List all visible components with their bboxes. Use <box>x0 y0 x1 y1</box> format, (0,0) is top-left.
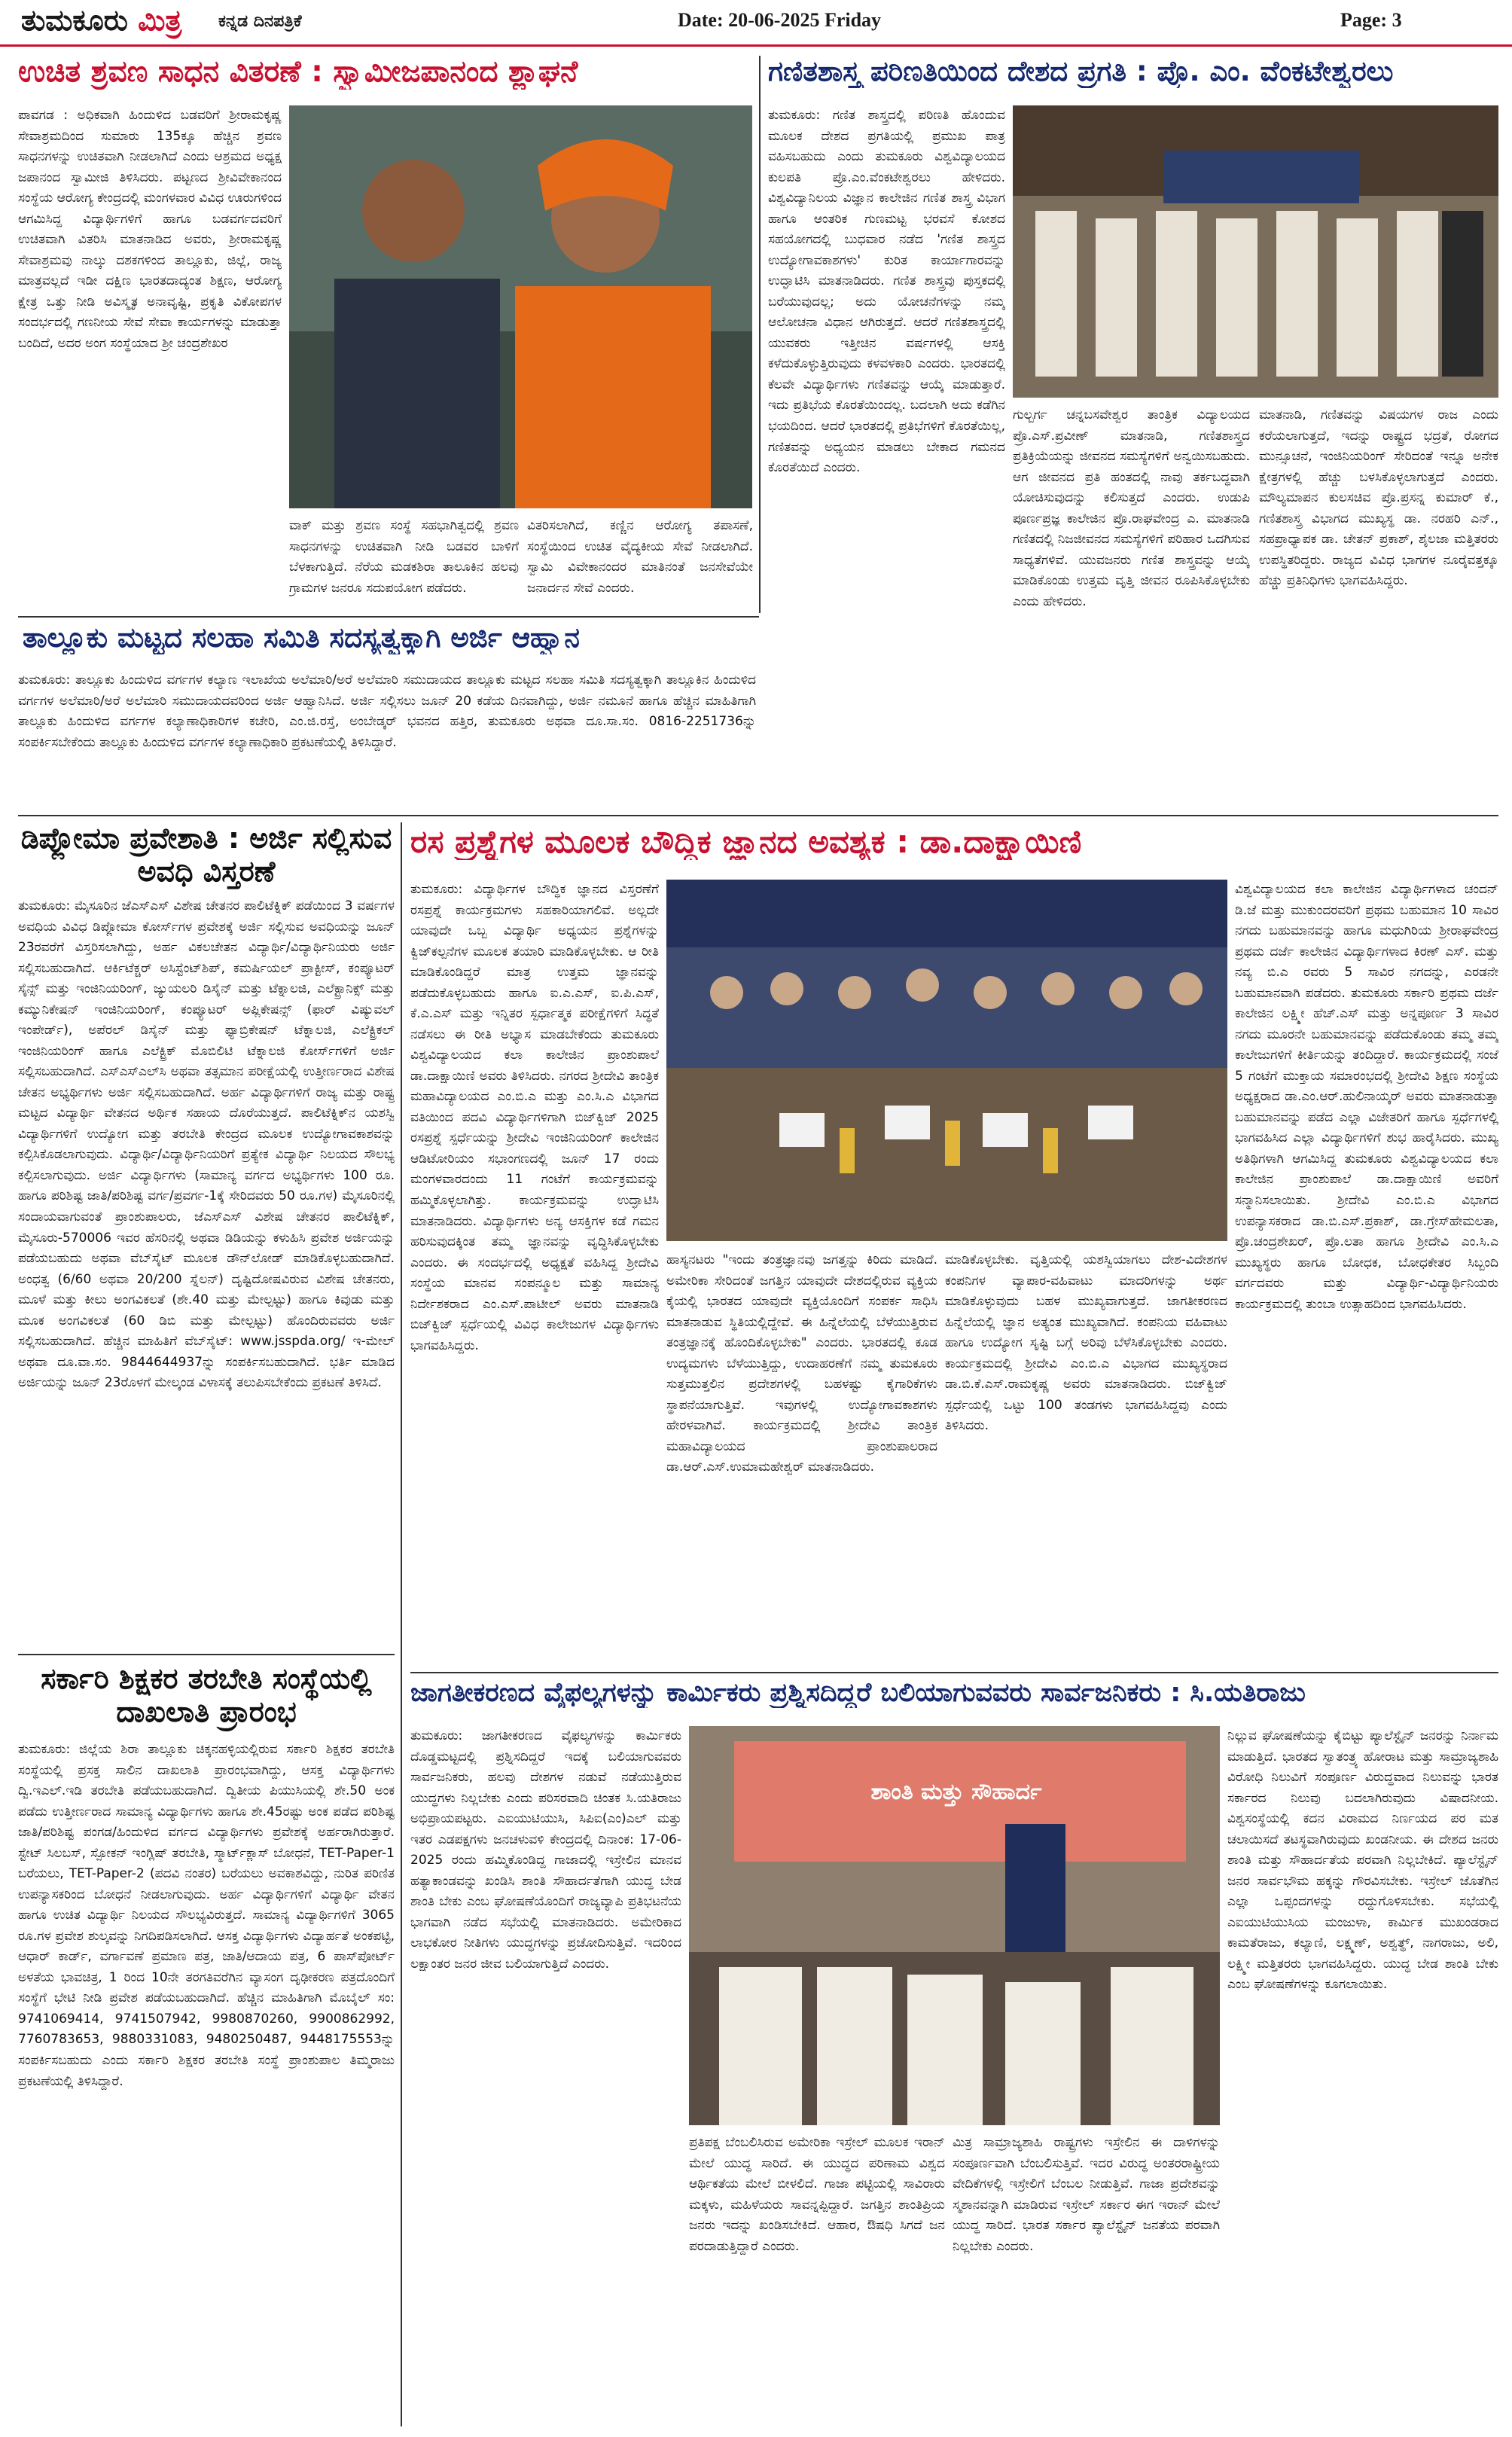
article-7-col-1: ತುಮಕೂರು: ಜಾಗತೀಕರಣದ ವೈಫಲ್ಯಗಳನ್ನು ಕಾರ್ಮಿಕರು ದೊಡ್ಡಮಟ್ಟದಲ್ಲಿ ಪ್ರಶ್ನಿಸದಿದ್ದರೆ ಇದಕ್ಕೆ ಬಲಿಯಾಗುವವರು ಸಾರ್ವಜನಿಕರು, ಹಲವು ದೇಶಗಳ ನಡುವೆ ನಡೆಯುತ್ತಿರುವ ಯುದ್ಧಗಳು ನಿಲ್ಲಬೇಕು ಎಂದು ಪರಿಸರವಾದಿ ಚಿಂತಕ ಸಿ.ಯತಿರಾಜು ಅಭಿಪ್ರಾಯಪಟ್ಟರು. ಎಐಯುಟಿಯುಸಿ, ಸಿಪಿಐ(ಎಂ)ಎಲ್ ಮತ್ತು ಇತರ ಎಡಪಕ್ಷಗಳು ಜನಚಳುವಳಿ ಕೇಂದ್ರದಲ್ಲಿ ದಿನಾಂಕ: 17-06-2025 ರಂದು ಹಮ್ಮಿಕೊಂಡಿದ್ದ ಗಾಜಾದಲ್ಲಿ ಇಸ್ರೇಲಿನ ಮಾನವ ಹತ್ಯಾಕಾಂಡವನ್ನು ಖಂಡಿಸಿ ಶಾಂತಿ ಸೌಹಾರ್ದತೆಗಾಗಿ ಯುದ್ಧ ಬೇಡ ಶಾಂತಿ ಬೇಕು ಎಂಬ ಘೋಷಣೆಯೊಂದಿಗೆ ರಾಜ್ಯವ್ಯಾಪಿ ಪ್ರತಿಭಟನೆಯ ಭಾಗವಾಗಿ ನಡೆದ ಸಭೆಯಲ್ಲಿ ಮಾತನಾಡಿದರು. ಅಮೇರಿಕಾದ ಲಾಭಕೋರ ನೀತಿಗಳು ಯುದ್ಧಗಳನ್ನು ಪ್ರಚೋದಿಸುತ್ತಿವೆ. ಇದರಿಂದ ಲಕ್ಷಾಂತರ ಜನರ ಜೀವ ಬಲಿಯಾಗುತ್ತಿದೆ ಎಂದರು. <box>410 1728 681 1972</box>
row-divider <box>410 1672 1498 1673</box>
row-divider <box>18 815 1498 816</box>
article-7-col-2: ಪ್ರತಿಪಕ್ಷ ಬೆಂಬಲಿಸಿರುವ ಅಮೇರಿಕಾ ಇಸ್ರೇಲ್ ಮೂಲಕ ಇರಾನ್ ಮೇಲೆ ಯುದ್ಧ ಸಾರಿದೆ. ಈ ಯುದ್ಧದ ಪರಿಣಾಮ ವಿಶ್ವದ ಆರ್ಥಿಕತೆಯ ಮೇಲೆ ಬೀಳಲಿದೆ. ಗಾಜಾ ಪಟ್ಟಿಯಲ್ಲಿ ಸಾವಿರಾರು ಮಕ್ಕಳು, ಮಹಿಳೆಯರು ಸಾವನ್ನಪ್ಪಿದ್ದಾರೆ. ಜಗತ್ತಿನ ಶಾಂತಿಪ್ರಿಯ ಜನರು ಇದನ್ನು ಖಂಡಿಸಬೇಕಿದೆ. ಆಹಾರ, ಔಷಧಿ ಸಿಗದೆ ಜನ ಪರದಾಡುತ್ತಿದ್ದಾರೆ ಎಂದರು. <box>689 2135 945 2254</box>
issue-date: Date: 20-06-2025 Friday <box>678 9 882 31</box>
row-divider <box>18 1654 395 1655</box>
article-3-body: ತುಮಕೂರು: ತಾಲ್ಲೂಕು ಹಿಂದುಳಿದ ವರ್ಗಗಳ ಕಲ್ಯಾಣ ಇಲಾಖೆಯ ಅಲೆಮಾರಿ/ಅರೆ ಅಲೆಮಾರಿ ಸಮುದಾಯದ ತಾಲ್ಲೂಕು ಮಟ್ಟದ ಸಲಹಾ ಸಮಿತಿ ಸದಸ್ಯತ್ವಕ್ಕಾಗಿ ತಾಲ್ಲೂಕಿನ ಹಿಂದುಳಿದ ವರ್ಗಗಳ ಅಲೆಮಾರಿ/ಅರೆ ಅಲೆಮಾರಿ ಸಮುದಾಯದವರಿಂದ ಅರ್ಜಿ ಆಹ್ವಾನಿಸಿದೆ. ಅರ್ಜಿ ಸಲ್ಲಿಸಲು ಜೂನ್ 20 ಕಡೆಯ ದಿನವಾಗಿದ್ದು, ಅರ್ಜಿ ನಮೂನೆ ಹಾಗೂ ಹೆಚ್ಚಿನ ಮಾಹಿತಿಗಾಗಿ ತಾಲ್ಲೂಕು ಹಿಂದುಳಿದ ವರ್ಗಗಳ ಕಲ್ಯಾಣಾಧಿಕಾರಿಗಳ ಕಚೇರಿ, ಎಂ.ಜಿ.ರಸ್ತೆ, ಅಂಬೇಡ್ಕರ್ ಭವನದ ಹತ್ತಿರ, ತುಮಕೂರು ಅಥವಾ ದೂ.ಸಾ.ಸಂ. 0816-2251736ನ್ನು ಸಂಪರ್ಕಿಸಬೇಕೆಂದು ತಾಲ್ಲೂಕು ಹಿಂದುಳಿದ ವರ್ಗಗಳ ಕಲ್ಯಾಣಾಧಿಕಾರಿ ಪ್ರಕಟಣೆಯಲ್ಲಿ ತಿಳಿಸಿದ್ದಾರೆ. <box>18 673 756 750</box>
article-7-headline: ಜಾಗತೀಕರಣದ ವೈಫಲ್ಯಗಳನ್ನು ಕಾರ್ಮಿಕರು ಪ್ರಶ್ನಿಸದಿದ್ದರೆ ಬಲಿಯಾಗುವವರು ಸಾರ್ವಜನಿಕರು : ಸಿ.ಯತಿರಾಜು <box>410 1678 1306 1708</box>
logo-text: ತುಮಕೂರು <box>21 3 139 37</box>
article-1-col-3: ವಿತರಿಸಲಾಗಿದೆ, ಕಣ್ಣಿನ ಆರೋಗ್ಯ ತಪಾಸಣೆ, ಸಂಸ್ಥೆಯಿಂದ ಉಚಿತ ವೈದ್ಯಕೀಯ ಸೇವೆ ನೀಡಲಾಗಿದೆ. ಸ್ವಾಮಿ ವಿವೇಕಾನಂದರ ಮಾತಿನಂತೆ ಜನಸೇವೆಯೇ ಜನಾರ್ದನ ಸೇವೆ ಎಂದರು. <box>527 518 753 596</box>
newspaper-subtitle: ಕನ್ನಡ ದಿನಪತ್ರಿಕೆ <box>218 12 302 31</box>
article-1-col-1: ಪಾವಗಡ : ಅಧಿಕವಾಗಿ ಹಿಂದುಳಿದ ಬಡವರಿಗೆ ಶ್ರೀರಾಮಕೃಷ್ಣ ಸೇವಾಶ್ರಮದಿಂದ ಸುಮಾರು 135ಕ್ಕೂ ಹೆಚ್ಚಿನ ಶ್ರವಣ ಸಾಧನಗಳನ್ನು ಉಚಿತವಾಗಿ ನೀಡಲಾಗಿದೆ ಎಂದು ಆಶ್ರಮದ ಅಧ್ಯಕ್ಷ ಜಪಾನಂದ ಸ್ವಾಮೀಜಿ ತಿಳಿಸಿದರು. ಪಟ್ಟಣದ ಶ್ರೀವಿವೇಕಾನಂದ ಸಂಸ್ಥೆಯ ಆರೋಗ್ಯ ಕೇಂದ್ರದಲ್ಲಿ ಮಂಗಳವಾರ ವಿವಿಧ ಊರುಗಳಿಂದ ಆಗಮಿಸಿದ್ದ ವಿದ್ಯಾರ್ಥಿಗಳಿಗೆ ಹಾಗೂ ಬಡವರ್ಗದವರಿಗೆ ಉಚಿತವಾಗಿ ವಿತರಿಸಿ ಮಾತನಾಡಿದ ಅವರು, ಶ್ರೀರಾಮಕೃಷ್ಣ ಸೇವಾಶ್ರಮವು ನಾಲ್ಕು ದಶಕಗಳಿಂದ ತಾಲ್ಲೂಕು, ಜಿಲ್ಲೆ, ರಾಜ್ಯ ಮಾತ್ರವಲ್ಲದೆ ಇಡೀ ದಕ್ಷಿಣ ಭಾರತದಾದ್ಯಂತ ಶಿಕ್ಷಣ, ಆರೋಗ್ಯ ಕ್ಷೇತ್ರ ಒತ್ತು ನೀಡಿ ಅವಿಸ್ಮೃತ ಅನಾವೃಷ್ಟಿ, ಪ್ರಕೃತಿ ವಿಕೋಪಗಳ ಸಂದರ್ಭದಲ್ಲಿ ಗಣನೀಯ ಸೇವೆ ಸೇವಾ ಕಾರ್ಯಗಳನ್ನು ಮಾಡುತ್ತಾ ಬಂದಿದೆ, ಅದರ ಅಂಗ ಸಂಸ್ಥೆಯಾದ ಶ್ರೀ ಚಂದ್ರಶೇಖರ <box>18 108 282 351</box>
article-6-photo <box>666 880 1227 1241</box>
article-6-col-4: ವಿಶ್ವವಿದ್ಯಾಲಯದ ಕಲಾ ಕಾಲೇಜಿನ ವಿದ್ಯಾರ್ಥಿಗಳಾದ ಚಂದನ್ ಡಿ.ಜೆ ಮತ್ತು ಮುಕುಂದರವರಿಗೆ ಪ್ರಥಮ ಬಹುಮಾನ 10 ಸಾವಿರ ನಗದು ಬಹುಮಾನವನ್ನು ಹಾಗೂ ಮಧುಗಿರಿಯ ಶ್ರೀರಾಘವೇಂದ್ರ ಪ್ರಥಮ ದರ್ಜೆ ಕಾಲೇಜಿನ ವಿದ್ಯಾರ್ಥಿಗಳಾದ ಕಿರಣ್ ಎಸ್. ಮತ್ತು ನವ್ಯ ಬಿ.ಎ ರವರು 5 ಸಾವಿರ ನಗದನ್ನು, ಎರಡನೇ ಬಹುಮಾನವಾಗಿ ಪಡೆದರು. ತುಮಕೂರು ಸರ್ಕಾರಿ ಪ್ರಥಮ ದರ್ಜೆ ಕಾಲೇಜಿನ ಲಕ್ಷ್ಮೀ ಹೆಚ್.ಎಸ್ ಮತ್ತು ಅನ್ನಪೂರ್ಣ 3 ಸಾವಿರ ನಗದು ಮೂರನೇ ಬಹುಮಾನವನ್ನು ಪಡೆದುಕೊಂಡು ತಮ್ಮ ತಮ್ಮ ಕಾಲೇಜುಗಳಿಗೆ ಕೀರ್ತಿಯನ್ನು ತಂದಿದ್ದಾರೆ. ಕಾರ್ಯಕ್ರಮದಲ್ಲಿ ಸಂಜೆ 5 ಗಂಟೆಗೆ ಮುಕ್ತಾಯ ಸಮಾರಂಭದಲ್ಲಿ ಶ್ರೀದೇವಿ ಶಿಕ್ಷಣ ಸಂಸ್ಥೆಯ ಅಧ್ಯಕ್ಷರಾದ ಡಾ.ಎಂ.ಆರ್.ಹುಲಿನಾಯ್ಕರ್ ಅವರು ಮಾತನಾಡುತ್ತಾ ಬಹುಮಾನವನ್ನು ಪಡೆದ ಎಲ್ಲಾ ವಿಜೇತರಿಗೆ ಹಾಗೂ ಸ್ಪರ್ಧೆಗಳಲ್ಲಿ ಭಾಗವಹಿಸಿದ ಎಲ್ಲಾ ವಿದ್ಯಾರ್ಥಿಗಳಿಗೆ ಶುಭ ಹಾರೈಸಿದರು. ಮುಖ್ಯ ಅತಿಥಿಗಳಾಗಿ ಆಗಮಿಸಿದ್ದ ತುಮಕೂರು ವಿಶ್ವವಿದ್ಯಾಲಯದ ಕಲಾ ಕಾಲೇಜಿನ ಪ್ರಾಂಶುಪಾಲೆ ಡಾ.ದಾಕ್ಷಾಯಿಣಿ ಅವರಿಗೆ ಸನ್ಮಾನಿಸಲಾಯಿತು. ಶ್ರೀದೇವಿ ಎಂ.ಬಿ.ಎ ವಿಭಾಗದ ಉಪನ್ಯಾಸಕರಾದ ಡಾ.ಬಿ.ಎಸ್.ಪ್ರಕಾಶ್, ಡಾ.ಗ್ರೇಸ್‌ಹೇಮಲತಾ, ಪ್ರೊ.ಚಂದ್ರಶೇಖರ್, ಪ್ರೊ.ಲತಾ ಹಾಗೂ ಶ್ರೀದೇವಿ ಎಂ.ಸಿ.ಎ ಮುಖ್ಯಸ್ಥರು ಹಾಗೂ ಬೋಧಕ, ಬೋಧಕೇತರ ಸಿಬ್ಬಂದಿ ವರ್ಗದವರು ಮತ್ತು ವಿದ್ಯಾರ್ಥಿ-ವಿದ್ಯಾರ್ಥಿನಿಯರು ಕಾರ್ಯಕ್ರಮದಲ್ಲಿ ತುಂಬಾ ಉತ್ಸಾಹದಿಂದ ಭಾಗವಹಿಸಿದರು. <box>1235 882 1498 1312</box>
article-7-col-3: ಮಿತ್ರ ಸಾಮ್ರಾಜ್ಯಶಾಹಿ ರಾಷ್ಟ್ರಗಳು ಇಸ್ರೇಲಿನ ಈ ದಾಳಿಗಳನ್ನು ಸಂಪೂರ್ಣವಾಗಿ ಬೆಂಬಲಿಸುತ್ತಿವೆ. ಇದರ ವಿರುದ್ಧ ಅಂತರರಾಷ್ಟ್ರೀಯ ವೇದಿಕೆಗಳಲ್ಲಿ ಇಸ್ರೇಲಿಗೆ ಬೆಂಬಲ ನೀಡುತ್ತಿವೆ. ಗಾಜಾ ಪ್ರದೇಶವನ್ನು ಸ್ಮಶಾನವನ್ನಾಗಿ ಮಾಡಿರುವ ಇಸ್ರೇಲ್ ಸರ್ಕಾರ ಈಗ ಇರಾನ್ ಮೇಲೆ ಯುದ್ಧ ಸಾರಿದೆ. ಭಾರತ ಸರ್ಕಾರ ಪ್ಯಾಲೆಸ್ಟೈನ್ ಜನತೆಯ ಪರವಾಗಿ ನಿಲ್ಲಬೇಕು ಎಂದರು. <box>953 2135 1220 2254</box>
logo-text-red: ಮಿತ್ರ <box>138 3 182 37</box>
newspaper-logo <box>21 3 181 38</box>
article-7-photo <box>689 1726 1220 2125</box>
page-number: Page: 3 <box>1340 9 1402 31</box>
article-2-col-3: ಮಾತನಾಡಿ, ಗಣಿತವನ್ನು ವಿಷಯಗಳ ರಾಜ ಎಂದು ಕರೆಯಲಾಗುತ್ತದೆ, ಇದನ್ನು ರಾಷ್ಟ್ರದ ಭದ್ರತೆ, ರೋಗದ ಮುನ್ಸೂಚನೆ, ಇಂಜಿನಿಯರಿಂಗ್ ಸೇರಿದಂತೆ ಇನ್ನೂ ಅನೇಕ ಕ್ಷೇತ್ರಗಳಲ್ಲಿ ಹೆಚ್ಚು ಬಳಸಿಕೊಳ್ಳಲಾಗುತ್ತದೆ ಎಂದರು. ಮೌಲ್ಯಮಾಪನ ಕುಲಸಚಿವ ಪ್ರೊ.ಪ್ರಸನ್ನ ಕುಮಾರ್ ಕೆ., ಗಣಿತಶಾಸ್ತ್ರ ವಿಭಾಗದ ಮುಖ್ಯಸ್ಥ ಡಾ. ನರಹರಿ ಎನ್., ಸಹಪ್ರಾಧ್ಯಾಪಕ ಡಾ. ಚೇತನ್ ಪ್ರಕಾಶ್, ಶೈಲಜಾ ಮತ್ತಿತರರು ಉಪಸ್ಥಿತರಿದ್ದರು. ರಾಜ್ಯದ ವಿವಿಧ ಭಾಗಗಳ ನೂರೈವತ್ತಕ್ಕೂ ಹೆಚ್ಚು ಪ್ರತಿನಿಧಿಗಳು ಭಾಗವಹಿಸಿದ್ದರು. <box>1259 407 1498 589</box>
article-6-col-3: ಮಾಡಿಕೊಳ್ಳಬೇಕು. ವೃತ್ತಿಯಲ್ಲಿ ಯಶಸ್ವಿಯಾಗಲು ದೇಶ-ವಿದೇಶಗಳ ಕಂಪನಿಗಳ ವ್ಯಾಪಾರ-ವಹಿವಾಟು ಮಾದರಿಗಳನ್ನು ಅರ್ಥ ಮಾಡಿಕೊಳ್ಳುವುದು ಬಹಳ ಮುಖ್ಯವಾಗುತ್ತದೆ. ಜಾಗತೀಕರಣದ ಹಿನ್ನೆಲೆಯಲ್ಲಿ ಜ್ಞಾನ ಅತ್ಯಂತ ಮುಖ್ಯವಾಗಿದೆ. ಕಂಪನಿಯ ವಹಿವಾಟು ಹಾಗೂ ಉದ್ಯೋಗ ಸೃಷ್ಟಿ ಬಗ್ಗೆ ಅರಿವು ಬೆಳೆಸಿಕೊಳ್ಳಬೇಕು ಎಂದರು. ಕಾರ್ಯಕ್ರಮದಲ್ಲಿ ಶ್ರೀದೇವಿ ಎಂ.ಬಿ.ಎ ವಿಭಾಗದ ಮುಖ್ಯಸ್ಥರಾದ ಡಾ.ಬಿ.ಕೆ.ಎಸ್.ರಾಮಕೃಷ್ಣ ಅವರು ಮಾತನಾಡಿದರು. ಬಿಜ್‌ಕ್ವಿಜ್ ಸ್ಪರ್ಧೆಯಲ್ಲಿ ಒಟ್ಟು 100 ತಂಡಗಳು ಭಾಗವಹಿಸಿದ್ದವು ಎಂದು ತಿಳಿಸಿದರು. <box>945 1252 1227 1434</box>
row-divider <box>18 616 759 618</box>
article-2-col-1: ತುಮಕೂರು: ಗಣಿತ ಶಾಸ್ತ್ರದಲ್ಲಿ ಪರಿಣತಿ ಹೊಂದುವ ಮೂಲಕ ದೇಶದ ಪ್ರಗತಿಯಲ್ಲಿ ಪ್ರಮುಖ ಪಾತ್ರ ವಹಿಸಬಹುದು ಎಂದು ತುಮಕೂರು ವಿಶ್ವವಿದ್ಯಾಲಯದ ಕುಲಪತಿ ಪ್ರೊ.ಎಂ.ವೆಂಕಟೇಶ್ವರಲು ಹೇಳಿದರು. ವಿಶ್ವವಿದ್ಯಾನಿಲಯ ವಿಜ್ಞಾನ ಕಾಲೇಜಿನ ಗಣಿತ ಶಾಸ್ತ್ರ ವಿಭಾಗ ಹಾಗೂ ಆಂತರಿಕ ಗುಣಮಟ್ಟ ಭರವಸೆ ಕೋಶದ ಸಹಯೋಗದಲ್ಲಿ ಬುಧವಾರ ನಡೆದ 'ಗಣಿತ ಶಾಸ್ತ್ರದ ಉದ್ಯೋಗಾವಕಾಶಗಳು' ಕುರಿತ ಕಾರ್ಯಾಗಾರವನ್ನು ಉದ್ಘಾಟಿಸಿ ಮಾತನಾಡಿದರು. ಗಣಿತ ಶಾಸ್ತ್ರವು ಪುಸ್ತಕದಲ್ಲಿ ಬರೆಯುವುದಲ್ಲ; ಅದು ಯೋಚನೆಗಳನ್ನು ನಮ್ಮ ಆಲೋಚನಾ ವಿಧಾನ ಆಗಿರುತ್ತದೆ. ಆದರೆ ಗಣಿತಶಾಸ್ತ್ರದಲ್ಲಿ ಯುವಕರು ಇತ್ತೀಚಿನ ವರ್ಷಗಳಲ್ಲಿ ಆಸಕ್ತಿ ಕಳೆದುಕೊಳ್ಳುತ್ತಿರುವುದು ಕಳವಳಕಾರಿ ಎಂದರು. ಭಾರತದಲ್ಲಿ ಕೆಲವೇ ವಿದ್ಯಾರ್ಥಿಗಳು ಗಣಿತವನ್ನು ಆಯ್ಕೆ ಮಾಡುತ್ತಾರೆ. ಇದು ಪ್ರತಿಭೆಯ ಕೊರತೆಯಿಂದಲ್ಲ. ಬದಲಾಗಿ ಅದು ಕಡೆಗಿನ ಭಯದಿಂದ. ಆದರೆ ಭಾರತದಲ್ಲಿ ಪ್ರತಿಭೆಗಳಿಗೆ ಕೊರತೆಯಿಲ್ಲ, ಗಣಿತವನ್ನು ಅಧ್ಯಯನ ಮಾಡಲು ಬೇಕಾದ ಗಮನದ ಕೊರತೆಯಿದೆ ಎಂದರು. <box>768 108 1005 476</box>
article-2-photo <box>1013 105 1498 398</box>
article-6-headline: ರಸ ಪ್ರಶ್ನೆಗಳ ಮೂಲಕ ಬೌದ್ಧಿಕ ಜ್ಞಾನದ ಅವಶ್ಯಕ : ಡಾ.ದಾಕ್ಷಾಯಿಣಿ <box>410 824 1082 860</box>
article-7-col-4: ನಿಲ್ಲುವ ಘೋಷಣೆಯನ್ನು ಕೈಬಿಟ್ಟು ಪ್ಯಾಲೆಸ್ಟೈನ್ ಜನರನ್ನು ನಿರ್ನಾಮ ಮಾಡುತ್ತಿದೆ. ಭಾರತದ ಸ್ವಾತಂತ್ರ್ಯ ಹೋರಾಟ ಮತ್ತು ಸಾಮ್ರಾಜ್ಯಶಾಹಿ ವಿರೋಧಿ ನಿಲುವಿಗೆ ಸಂಪೂರ್ಣ ವಿರುದ್ಧವಾದ ನಿಲುವನ್ನು ಭಾರತ ಸರ್ಕಾರದ ನಿಲುವು ಬದಲಾಗಿರುವುದು ವಿಷಾದನೀಯ. ವಿಶ್ವಸಂಸ್ಥೆಯಲ್ಲಿ ಕದನ ವಿರಾಮದ ನಿರ್ಣಯದ ಪರ ಮತ ಚಲಾಯಿಸದೆ ತಟಸ್ಥವಾಗಿರುವುದು ಖಂಡನೀಯ. ಈ ದೇಶದ ಜನರು ಶಾಂತಿ ಮತ್ತು ಸೌಹಾರ್ದತೆಯ ಪರವಾಗಿ ನಿಲ್ಲಬೇಕಿದೆ. ಪ್ಯಾಲೆಸ್ಟೈನ್ ಜನರ ಸಾರ್ವಭೌಮ ಹಕ್ಕನ್ನು ಗೌರವಿಸಬೇಕು. ಇಸ್ರೇಲ್ ಜೊತೆಗಿನ ಎಲ್ಲಾ ಒಪ್ಪಂದಗಳನ್ನು ರದ್ದುಗೊಳಿಸಬೇಕು. ಸಭೆಯಲ್ಲಿ ಎಐಯುಟಿಯುಸಿಯ ಮಂಜುಳಾ, ಕಾರ್ಮಿಕ ಮುಖಂಡರಾದ ಕಾಮತೆರಾಜು, ಕಲ್ಯಾಣಿ, ಲಕ್ಷ್ಮಣ್, ಅಶ್ವತ್ಥ್, ನಾಗರಾಜು, ಅಲಿ, ಲಕ್ಷ್ಮೀ ಮತ್ತಿತರರು ಭಾಗವಹಿಸಿದ್ದರು. ಯುದ್ಧ ಬೇಡ ಶಾಂತಿ ಬೇಕು ಎಂಬ ಘೋಷಣೆಗಳನ್ನು ಕೂಗಲಾಯಿತು. <box>1227 1728 1498 1993</box>
article-2-col-2: ಗುಲ್ಬರ್ಗ ಚನ್ನಬಸವೇಶ್ವರ ತಾಂತ್ರಿಕ ವಿದ್ಯಾಲಯದ ಪ್ರೊ.ಎಸ್.ಪ್ರವೀಣ್ ಮಾತನಾಡಿ, ಗಣಿತಶಾಸ್ತ್ರದ ಪ್ರತಿಕ್ರಿಯೆಯನ್ನು ಜೀವನದ ಸಮಸ್ಯೆಗಳಿಗೆ ಅನ್ವಯಿಸಬಹುದು. ಆಗ ಜೀವನದ ಪ್ರತಿ ಹಂತದಲ್ಲಿ ನಾವು ತರ್ಕಬದ್ಧವಾಗಿ ಯೋಚಿಸುವುದನ್ನು ಕಲಿಸುತ್ತದೆ ಎಂದರು. ಉಡುಪಿ ಪೂರ್ಣಪ್ರಜ್ಞ ಕಾಲೇಜಿನ ಪ್ರೊ.ರಾಘವೇಂದ್ರ ಎ. ಮಾತನಾಡಿ ಗಣಿತದಲ್ಲಿ ನಿಜಜೀವನದ ಸಮಸ್ಯೆಗಳಿಗೆ ಪರಿಹಾರ ಒದಗಿಸುವ ಸಾಧ್ಯತೆಗಳಿವೆ. ಯುವಜನರು ಗಣಿತ ಶಾಸ್ತ್ರವನ್ನು ಆಯ್ಕೆ ಮಾಡಿಕೊಂಡು ಉತ್ತಮ ವೃತ್ತಿ ಜೀವನ ರೂಪಿಸಿಕೊಳ್ಳಬೇಕು ಎಂದು ಹೇಳಿದರು. <box>1013 407 1250 609</box>
column-divider <box>401 822 402 2426</box>
article-5-body: ತುಮಕೂರು: ಜಿಲ್ಲೆಯ ಶಿರಾ ತಾಲ್ಲೂಕು ಚಿಕ್ಕನಹಳ್ಳಿಯಲ್ಲಿರುವ ಸರ್ಕಾರಿ ಶಿಕ್ಷಕರ ತರಬೇತಿ ಸಂಸ್ಥೆಯಲ್ಲಿ ಪ್ರಸಕ್ತ ಸಾಲಿನ ದಾಖಲಾತಿ ಪ್ರಾರಂಭವಾಗಿದ್ದು, ಆಸಕ್ತ ವಿದ್ಯಾರ್ಥಿಗಳು ದ್ವಿ.ಇಎಲ್.ಇಡಿ ತರಬೇತಿ ಪಡೆಯಬಹುದಾಗಿದೆ. ದ್ವಿತೀಯ ಪಿಯುಸಿಯಲ್ಲಿ ಶೇ.50 ಅಂಕ ಪಡೆದು ಉತ್ತೀರ್ಣರಾದ ಸಾಮಾನ್ಯ ವಿದ್ಯಾರ್ಥಿಗಳು ಹಾಗೂ ಶೇ.45ರಷ್ಟು ಅಂಕ ಪಡೆದ ಪರಿಶಿಷ್ಟ ಜಾತಿ/ಪರಿಶಿಷ್ಟ ಪಂಗಡ/ಹಿಂದುಳಿದ ವರ್ಗದ ವಿದ್ಯಾರ್ಥಿಗಳು ಪ್ರವೇಶಕ್ಕೆ ಅರ್ಹರಾಗಿರುತ್ತಾರೆ. ಸ್ಟೇಟ್ ಸಿಲಬಸ್, ಸ್ಪೋಕನ್ ಇಂಗ್ಲಿಷ್ ತರಬೇತಿ, ಸ್ಮಾರ್ಟ್‌ಕ್ಲಾಸ್ ಬೋಧನೆ, TET-Paper-1 ಬರೆಯಲು, TET-Paper-2 (ಪದವಿ ನಂತರ) ಬರೆಯಲು ಅವಕಾಶವಿದ್ದು, ನುರಿತ ಪರಿಣಿತ ಉಪನ್ಯಾಸಕರಿಂದ ಬೋಧನೆ ನೀಡಲಾಗುವುದು. ಅರ್ಹ ವಿದ್ಯಾರ್ಥಿಗಳಿಗೆ ವಿದ್ಯಾರ್ಥಿ ವೇತನ ಹಾಗೂ ಉಚಿತ ವಿದ್ಯಾರ್ಥಿ ನಿಲಯದ ಸೌಲಭ್ಯವಿರುತ್ತದೆ. ಸಾಮಾನ್ಯ ವಿದ್ಯಾರ್ಥಿಗಳಿಗೆ 3065 ರೂ.ಗಳ ಪ್ರವೇಶ ಶುಲ್ಕವನ್ನು ನಿಗದಿಪಡಿಸಲಾಗಿದೆ. ಆಸಕ್ತ ವಿದ್ಯಾರ್ಥಿಗಳು ವಿದ್ಯಾರ್ಹತೆ ಅಂಕಪಟ್ಟಿ, ಆಧಾರ್ ಕಾರ್ಡ್, ವರ್ಗಾವಣೆ ಪ್ರಮಾಣ ಪತ್ರ, ಜಾತಿ/ಆದಾಯ ಪತ್ರ, 6 ಪಾಸ್‌ಪೋರ್ಟ್ ಅಳತೆಯ ಭಾವಚಿತ್ರ, 1 ರಿಂದ 10ನೇ ತರಗತಿವರೆಗಿನ ವ್ಯಾಸಂಗ ದೃಢೀಕರಣ ಪತ್ರದೊಂದಿಗೆ ಸಂಸ್ಥೆಗೆ ಭೇಟಿ ನೀಡಿ ಪ್ರವೇಶ ಪಡೆಯಬಹುದಾಗಿದೆ. ಹೆಚ್ಚಿನ ಮಾಹಿತಿಗಾಗಿ ಮೊಬೈಲ್ ಸಂ: 9741069414, 9741507942, 9980870260, 9900862992, 7760783653, 9880331083, 9480250487, 9448175553ನ್ನು ಸಂಪರ್ಕಿಸಬಹುದು ಎಂದು ಸರ್ಕಾರಿ ಶಿಕ್ಷಕರ ತರಬೇತಿ ಸಂಸ್ಥೆ ಪ್ರಾಂಶುಪಾಲ ತಿಮ್ಮರಾಜು ಪ್ರಕಟಣೆಯಲ್ಲಿ ತಿಳಿಸಿದ್ದಾರೆ. <box>18 1742 395 2089</box>
column-divider <box>759 56 761 613</box>
photo-banner-text: ಶಾಂತಿ ಮತ್ತು ಸೌಹಾರ್ದ <box>870 1779 1042 1805</box>
article-5-headline: ಸರ್ಕಾರಿ ಶಿಕ್ಷಕರ ತರಬೇತಿ ಸಂಸ್ಥೆಯಲ್ಲಿ ದಾಖಲಾತಿ ಪ್ರಾರಂಭ <box>41 1662 372 1728</box>
article-1-photo <box>289 105 752 508</box>
article-2-headline: ಗಣಿತಶಾಸ್ತ್ರ ಪರಿಣತಿಯಿಂದ ದೇಶದ ಪ್ರಗತಿ : ಪ್ರೊ. ಎಂ. ವೆಂಕಟೇಶ್ವರಲು <box>768 56 1394 87</box>
article-3-headline: ತಾಲ್ಲೂಕು ಮಟ್ಟದ ಸಲಹಾ ಸಮಿತಿ ಸದಸ್ಯತ್ವಕ್ಕಾಗಿ ಅರ್ಜಿ ಆಹ್ವಾನ <box>23 622 580 654</box>
article-1-col-2: ವಾಕ್ ಮತ್ತು ಶ್ರವಣ ಸಂಸ್ಥೆ ಸಹಭಾಗಿತ್ವದಲ್ಲಿ ಶ್ರವಣ ಸಾಧನಗಳನ್ನು ಉಚಿತವಾಗಿ ನೀಡಿ ಬಡವರ ಬಾಳಿಗೆ ಬೆಳಕಾಗುತ್ತಿದೆ. ನೆರೆಯ ಮಡಕಶಿರಾ ತಾಲೂಕಿನ ಹಲವು ಗ್ರಾಮಗಳ ಜನರೂ ಸದುಪಯೋಗ ಪಡೆದರು. <box>289 518 519 596</box>
masthead <box>0 0 1512 47</box>
article-4-body: ತುಮಕೂರು: ಮೈಸೂರಿನ ಜೆಎಸ್‌ಎಸ್ ವಿಶೇಷ ಚೇತನರ ಪಾಲಿಟೆಕ್ನಿಕ್ ಪಡೆಯಿಂದ 3 ವರ್ಷಗಳ ಅವಧಿಯ ವಿವಿಧ ಡಿಪ್ಲೋಮಾ ಕೋರ್ಸ್‌ಗಳ ಪ್ರವೇಶಕ್ಕೆ ಅರ್ಜಿ ಸಲ್ಲಿಸುವ ಅವಧಿಯನ್ನು ಜೂನ್ 23ರವರೆಗೆ ವಿಸ್ತರಿಸಲಾಗಿದ್ದು, ಅರ್ಹ ವಿಕಲಚೇತನ ವಿದ್ಯಾರ್ಥಿ/ವಿದ್ಯಾರ್ಥಿನಿಯರು ಅರ್ಜಿ ಸಲ್ಲಿಸಬಹುದಾಗಿದೆ. ಆರ್ಕಿಟೆಕ್ಚರ್ ಅಸಿಸ್ಟೆಂಟ್‌ಶಿಪ್, ಕಮರ್ಷಿಯಲ್ ಪ್ರಾಕ್ಟೀಸ್, ಕಂಪ್ಯೂಟರ್ ಸೈನ್ಸ್ ಮತ್ತು ಇಂಜಿನಿಯರಿಂಗ್, ಜ್ಯುಯಲರಿ ಡಿಸೈನ್ ಮತ್ತು ಟೆಕ್ನಾಲಜಿ, ಎಲೆಕ್ಟ್ರಾನಿಕ್ಸ್ ಮತ್ತು ಕಮ್ಯುನಿಕೇಷನ್ ಇಂಜಿನಿಯರಿಂಗ್, ಕಂಪ್ಯೂಟರ್ ಅಪ್ಲಿಕೇಷನ್ಸ್ (ಫಾರ್ ವಿಷ್ಯುವಲ್ ಇಂಪೇರ್ಡ್), ಅಪೆರಲ್ ಡಿಸೈನ್ ಮತ್ತು ಫ್ಯಾಬ್ರಿಕೇಷನ್ ಟೆಕ್ನಾಲಜಿ, ಎಲೆಕ್ಟ್ರಿಕಲ್ ಇಂಜಿನಿಯರಿಂಗ್ ಹಾಗೂ ಎಲೆಕ್ಟ್ರಿಕ್ ಮೊಬಿಲಿಟಿ ಟೆಕ್ನಾಲಜಿ ಕೋರ್ಸ್‌ಗಳಿಗೆ ಅರ್ಜಿ ಸಲ್ಲಿಸಬಹುದಾಗಿದೆ. ಎಸ್‌ಎಸ್‌ಎಲ್‌ಸಿ ಅಥವಾ ತತ್ಸಮಾನ ಪರೀಕ್ಷೆಯಲ್ಲಿ ಉತ್ತೀರ್ಣರಾದ ವಿಶೇಷ ಚೇತನ ಅಭ್ಯರ್ಥಿಗಳು ಅರ್ಜಿ ಸಲ್ಲಿಸಬಹುದಾಗಿದೆ. ಅರ್ಹ ವಿದ್ಯಾರ್ಥಿಗಳಿಗೆ ರಾಜ್ಯ ಮತ್ತು ರಾಷ್ಟ್ರ ಮಟ್ಟದ ವಿದ್ಯಾರ್ಥಿ ವೇತನದ ಅರ್ಥಿಕ ಸಹಾಯ ದೊರೆಯುತ್ತದೆ. ಪಾಲಿಟೆಕ್ನಿಕ್‌ನ ಯಶಸ್ವಿ ವಿದ್ಯಾರ್ಥಿಗಳಿಗೆ ಉದ್ಯೋಗ ಮತ್ತು ತರಬೇತಿ ಕೇಂದ್ರದ ಮೂಲಕ ಉದ್ಯೋಗಾವಕಾಶವನ್ನು ಕಲ್ಪಿಸಿಕೊಡಲಾಗುವುದು. ವಿದ್ಯಾರ್ಥಿ/ವಿದ್ಯಾರ್ಥಿನಿಯರಿಗೆ ಪ್ರತ್ಯೇಕ ವಿದ್ಯಾರ್ಥಿ ನಿಲಯದ ಸೌಲಭ್ಯ ಕಲ್ಪಿಸಲಾಗುವುದು. ಅರ್ಜಿ ವಿದ್ಯಾರ್ಥಿಗಳು (ಸಾಮಾನ್ಯ ವರ್ಗದ ಅಭ್ಯರ್ಥಿಗಳು 100 ರೂ. ಹಾಗೂ ಪರಿಶಿಷ್ಟ ಜಾತಿ/ಪರಿಶಿಷ್ಟ ವರ್ಗ/ಪ್ರವರ್ಗ-1ಕ್ಕೆ ಸೇರಿದವರು 50 ರೂ.ಗಳ) ಮೈಸೂರಿನಲ್ಲಿ ಸಂದಾಯವಾಗುವಂತೆ ಪ್ರಾಂಶುಪಾಲರು, ಜೆಎಸ್‌ಎಸ್ ವಿಶೇಷ ಚೇತನರ ಪಾಲಿಟೆಕ್ನಿಕ್, ಮೈಸೂರು-570006 ಇವರ ಹೆಸರಿನಲ್ಲಿ ಅಥವಾ ಡಿಡಿಯನ್ನು ಕಳುಹಿಸಿ ಪ್ರವೇಶ ಅರ್ಜಿಯನ್ನು ಪಡೆಯಬಹುದು ಅಥವಾ ವೆಬ್‌ಸೈಟ್ ಮೂಲಕ ಡೌನ್‌ಲೋಡ್ ಮಾಡಿಕೊಳ್ಳಬಹುದಾಗಿದೆ. ಅಂಧತ್ವ (6/60 ಅಥವಾ 20/200 ಸ್ನೆಲನ್) ದೃಷ್ಟಿದೋಷವಿರುವ ವಿಶೇಷ ಚೇತನರು, ಮೂಳೆ ಮತ್ತು ಕೀಲು ಅಂಗವಿಕಲತೆ (ಶೇ.40 ಮತ್ತು ಮೇಲ್ಪಟ್ಟು) ಹಾಗೂ ಕಿವುಡು ಮತ್ತು ಮೂಕ ಅಂಗವಿಕಲತೆ (60 ಡಿಬಿ ಮತ್ತು ಮೇಲ್ಪಟ್ಟು) ಹೊಂದಿರುವವರು ಅರ್ಜಿ ಸಲ್ಲಿಸಬಹುದಾಗಿದೆ. ಹೆಚ್ಚಿನ ಮಾಹಿತಿಗೆ ವೆಬ್‌ಸೈಟ್: www.jsspda.org/ ಇ-ಮೇಲ್ ಅಥವಾ ದೂ.ವಾ.ಸಂ. 9844644937ನ್ನು ಸಂಪರ್ಕಿಸಬಹುದಾಗಿದೆ. ಭರ್ತಿ ಮಾಡಿದ ಅರ್ಜಿಯನ್ನು ಜೂನ್ 23ರೊಳಗೆ ಮೇಲ್ಕಂಡ ವಿಳಾಸಕ್ಕೆ ತಲುಪಿಸಬೇಕೆಂದು ಪ್ರಕಟಣೆ ತಿಳಿಸಿದೆ. <box>18 898 395 1391</box>
article-6-col-2: ಹಾಸ್ಯನಟರು "ಇಂದು ತಂತ್ರಜ್ಞಾನವು ಜಗತ್ತನ್ನು ಕಿರಿದು ಮಾಡಿದೆ. ಅಮೇರಿಕಾ ಸೇರಿದಂತೆ ಜಗತ್ತಿನ ಯಾವುದೇ ದೇಶದಲ್ಲಿರುವ ವ್ಯಕ್ತಿಯ ಕೈಯಲ್ಲಿ ಭಾರತದ ಯಾವುದೇ ವ್ಯಕ್ತಿಯೊಂದಿಗೆ ಸಂಪರ್ಕ ಸಾಧಿಸಿ ಮಾತನಾಡುವ ಸ್ಥಿತಿಯಲ್ಲಿದ್ದೇವೆ. ಈ ಹಿನ್ನೆಲೆಯಲ್ಲಿ ಬೆಳೆಯುತ್ತಿರುವ ತಂತ್ರಜ್ಞಾನಕ್ಕೆ ಹೊಂದಿಕೊಳ್ಳಬೇಕು" ಎಂದರು. ಭಾರತದಲ್ಲಿ ಕೂಡ ಉದ್ಯಮಗಳು ಬೆಳೆಯುತ್ತಿದ್ದು, ಉದಾಹರಣೆಗೆ ನಮ್ಮ ತುಮಕೂರು ಸುತ್ತಮುತ್ತಲಿನ ಪ್ರದೇಶಗಳಲ್ಲಿ ಬಹಳಷ್ಟು ಕೈಗಾರಿಕೆಗಳು ಸ್ಥಾಪನೆಯಾಗುತ್ತಿವೆ. ಇವುಗಳಲ್ಲಿ ಉದ್ಯೋಗಾವಕಾಶಗಳು ಹೇರಳವಾಗಿವೆ. ಕಾರ್ಯಕ್ರಮದಲ್ಲಿ ಶ್ರೀದೇವಿ ತಾಂತ್ರಿಕ ಮಹಾವಿದ್ಯಾಲಯದ ಪ್ರಾಂಶುಪಾಲರಾದ ಡಾ.ಆರ್.ಎಸ್.ಉಮಾಮಹೇಶ್ವರ್ ಮಾತನಾಡಿದರು. <box>666 1252 937 1475</box>
article-6-col-1: ತುಮಕೂರು: ವಿದ್ಯಾರ್ಥಿಗಳ ಬೌದ್ಧಿಕ ಜ್ಞಾನದ ವಿಸ್ತರಣೆಗೆ ರಸಪ್ರಶ್ನೆ ಕಾರ್ಯಕ್ರಮಗಳು ಸಹಕಾರಿಯಾಗಲಿವೆ. ಅಲ್ಲದೇ ಯಾವುದೇ ಒಬ್ಬ ವಿದ್ಯಾರ್ಥಿ ಅಧ್ಯಯನ ಪ್ರಶ್ನೆಗಳನ್ನು ಕ್ವಿಜ್‌ಕಲ್ಪನೆಗಳ ಮೂಲಕ ತಯಾರಿ ಮಾಡಿಕೊಳ್ಳಬೇಕು. ಆ ರೀತಿ ಮಾಡಿಕೊಂಡಿದ್ದರೆ ಮಾತ್ರ ಉತ್ತಮ ಜ್ಞಾನವನ್ನು ಪಡೆದುಕೊಳ್ಳಬಹುದು ಹಾಗೂ ಐ.ಎ.ಎಸ್, ಐ.ಪಿ.ಎಸ್, ಕೆ.ಎ.ಎಸ್ ಮತ್ತು ಇನ್ನಿತರ ಸ್ಪರ್ಧಾತ್ಮಕ ಪರೀಕ್ಷೆಗಳಿಗೆ ಸಿದ್ಧತೆ ನಡೆಸಲು ಈ ರೀತಿ ಅಭ್ಯಾಸ ಮಾಡಬೇಕೆಂದು ತುಮಕೂರು ವಿಶ್ವವಿದ್ಯಾಲಯದ ಕಲಾ ಕಾಲೇಜಿನ ಪ್ರಾಂಶುಪಾಲೆ ಡಾ.ದಾಕ್ಷಾಯಿಣಿ ಅವರು ತಿಳಿಸಿದರು. ನಗರದ ಶ್ರೀದೇವಿ ತಾಂತ್ರಿಕ ಮಹಾವಿದ್ಯಾಲಯದ ಎಂ.ಬಿ.ಎ ಮತ್ತು ಎಂ.ಸಿ.ಎ ವಿಭಾಗದ ವತಿಯಿಂದ ಪದವಿ ವಿದ್ಯಾರ್ಥಿಗಳಿಗಾಗಿ ಬಿಜ್‌ಕ್ವಿಜ್ 2025 ರಸಪ್ರಶ್ನೆ ಸ್ಪರ್ಧೆಯನ್ನು ಶ್ರೀದೇವಿ ಇಂಜಿನಿಯರಿಂಗ್ ಕಾಲೇಜಿನ ಆಡಿಟೋರಿಯಂ ಸಭಾಂಗಣದಲ್ಲಿ ಜೂನ್ 17 ರಂದು ಮಂಗಳವಾರದಂದು 11 ಗಂಟೆಗೆ ಕಾರ್ಯಕ್ರಮವನ್ನು ಹಮ್ಮಿಕೊಳ್ಳಲಾಗಿತ್ತು. ಕಾರ್ಯಕ್ರಮವನ್ನು ಉದ್ಘಾಟಿಸಿ ಮಾತನಾಡಿದರು. ವಿದ್ಯಾರ್ಥಿಗಳು ಅನ್ಯ ಆಸಕ್ತಿಗಳ ಕಡೆ ಗಮನ ಹರಿಸುವುದಕ್ಕಿಂತ ತಮ್ಮ ಜ್ಞಾನವನ್ನು ವೃದ್ಧಿಸಿಕೊಳ್ಳಬೇಕು ಎಂದರು. ಈ ಸಂದರ್ಭದಲ್ಲಿ ಅಧ್ಯಕ್ಷತೆ ವಹಿಸಿದ್ದ ಶ್ರೀದೇವಿ ಸಂಸ್ಥೆಯ ಮಾನವ ಸಂಪನ್ಮೂಲ ಮತ್ತು ಸಾಮಾನ್ಯ ನಿರ್ದೇಶಕರಾದ ಎಂ.ಎಸ್.ಪಾಟೀಲ್ ಅವರು ಮಾತನಾಡಿ ಬಿಜ್‌ಕ್ವಿಜ್ ಸ್ಪರ್ಧೆಯಲ್ಲಿ ವಿವಿಧ ಕಾಲೇಜುಗಳ ವಿದ್ಯಾರ್ಥಿಗಳು ಭಾಗವಹಿಸಿದ್ದರು. <box>410 882 659 1353</box>
article-4-headline: ಡಿಪ್ಲೋಮಾ ಪ್ರವೇಶಾತಿ : ಅರ್ಜಿ ಸಲ್ಲಿಸುವ ಅವಧಿ ವಿಸ್ತರಣೆ <box>20 822 392 888</box>
article-1-headline: ಉಚಿತ ಶ್ರವಣ ಸಾಧನ ವಿತರಣೆ : ಸ್ವಾಮೀಜಪಾನಂದ ಶ್ಲಾಘನೆ <box>18 56 578 89</box>
